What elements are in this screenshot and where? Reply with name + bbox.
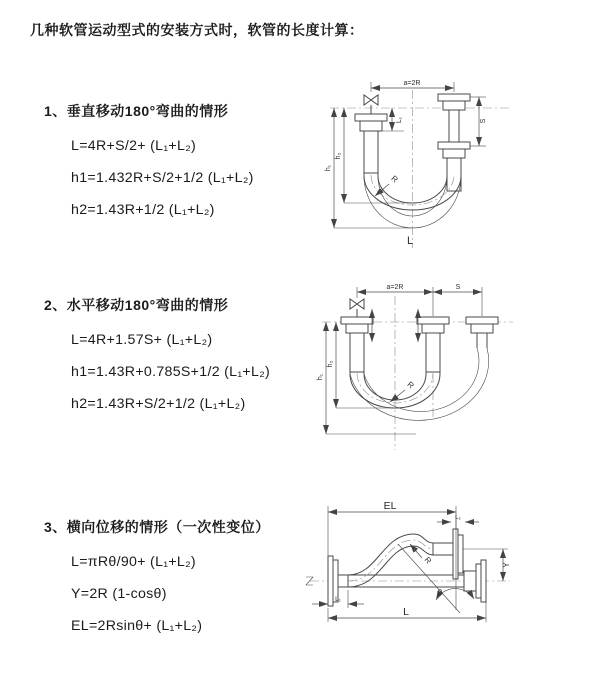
s-curve-hose <box>348 534 433 587</box>
section-heading: 2、水平移动180°弯曲的情形 <box>44 297 229 313</box>
formula-line: L=πRθ/90+ (L₁+L₂) <box>71 554 196 570</box>
diagram-lateral-displacement <box>298 496 600 666</box>
dim-label-r: R <box>405 379 416 391</box>
u-bend-hose <box>350 348 489 420</box>
dimension-a2r <box>357 284 482 316</box>
braided-hose-section <box>350 333 364 372</box>
braided-hose-section <box>426 333 440 372</box>
formula-list <box>71 130 254 226</box>
valve-icon <box>364 95 378 114</box>
dim-label-l1-top: L₁ <box>455 514 461 521</box>
dim-label-r: R <box>422 555 434 566</box>
radius-leader <box>410 544 433 566</box>
middle-flange <box>417 317 449 333</box>
section-heading: 1、垂直移动180°弯曲的情形 <box>44 103 229 119</box>
braided-hose-section <box>364 131 378 173</box>
formula-line: L=4R+S/2+ (L₁+L₂) <box>71 138 197 154</box>
dim-label-theta: θ <box>437 588 443 597</box>
dim-label-y: Y <box>502 562 511 568</box>
formula-list <box>71 324 270 420</box>
formula-line: h1=1.432R+S/2+1/2 (L₁+L₂) <box>71 170 254 186</box>
dim-label-l-total: L <box>403 606 409 618</box>
dim-label-h2: h₂ <box>335 152 342 160</box>
right-flange <box>466 317 498 348</box>
formula-line: h2=1.43R+1/2 (L₁+L₂) <box>71 202 215 218</box>
dim-label-a2r: a=2R <box>403 80 421 87</box>
formula-line: EL=2Rsinθ+ (L₁+L₂) <box>71 618 203 634</box>
lower-right-flange <box>464 560 486 602</box>
dim-label-el: EL <box>383 500 397 512</box>
formula-list <box>71 546 270 642</box>
dimension-s <box>433 284 482 292</box>
dim-label-h2: h₂ <box>327 360 334 368</box>
dimension-l <box>328 602 486 622</box>
dim-label-h1: h₁ <box>317 373 324 381</box>
formula-line: h1=1.43R+0.785S+1/2 (L₁+L₂) <box>71 364 271 380</box>
left-flange <box>355 114 387 131</box>
formula-line: Y=2R (1-cosθ) <box>71 586 167 602</box>
dim-label-l1-left: L₁ <box>335 596 341 603</box>
page-title: 几种软管运动型式的安装方式时，软管的长度计算： <box>30 22 364 38</box>
upper-right-flange <box>433 529 463 579</box>
diagram-horizontal-movement <box>308 282 600 464</box>
radius-leader <box>390 380 416 402</box>
valve-icon <box>350 299 364 317</box>
left-flange <box>341 317 373 333</box>
dim-label-s: S <box>455 284 461 291</box>
dim-label-l-total: L <box>406 235 414 247</box>
dim-label-r: R <box>389 173 400 185</box>
dim-label-s: S <box>480 118 487 124</box>
dim-label-l1: L₁ <box>396 116 403 124</box>
section-lateral-displacement <box>44 517 270 642</box>
formula-line: h2=1.43R+S/2+1/2 (L₁+L₂) <box>71 396 246 412</box>
diagram-vertical-movement <box>312 76 598 258</box>
dim-label-h1: h₁ <box>325 164 332 172</box>
section-vertical-movement <box>44 101 254 226</box>
dim-label-a2r: a=2R <box>386 284 404 291</box>
formula-line: L=4R+1.57S+ (L₁+L₂) <box>71 332 213 348</box>
dimension-s <box>470 97 487 146</box>
dimension-h1 <box>317 322 416 434</box>
dimension-l1-top <box>437 514 479 522</box>
right-pipe <box>438 94 470 191</box>
section-horizontal-movement <box>44 295 270 420</box>
section-heading: 3、横向位移的情形（一次性变位） <box>44 519 270 535</box>
